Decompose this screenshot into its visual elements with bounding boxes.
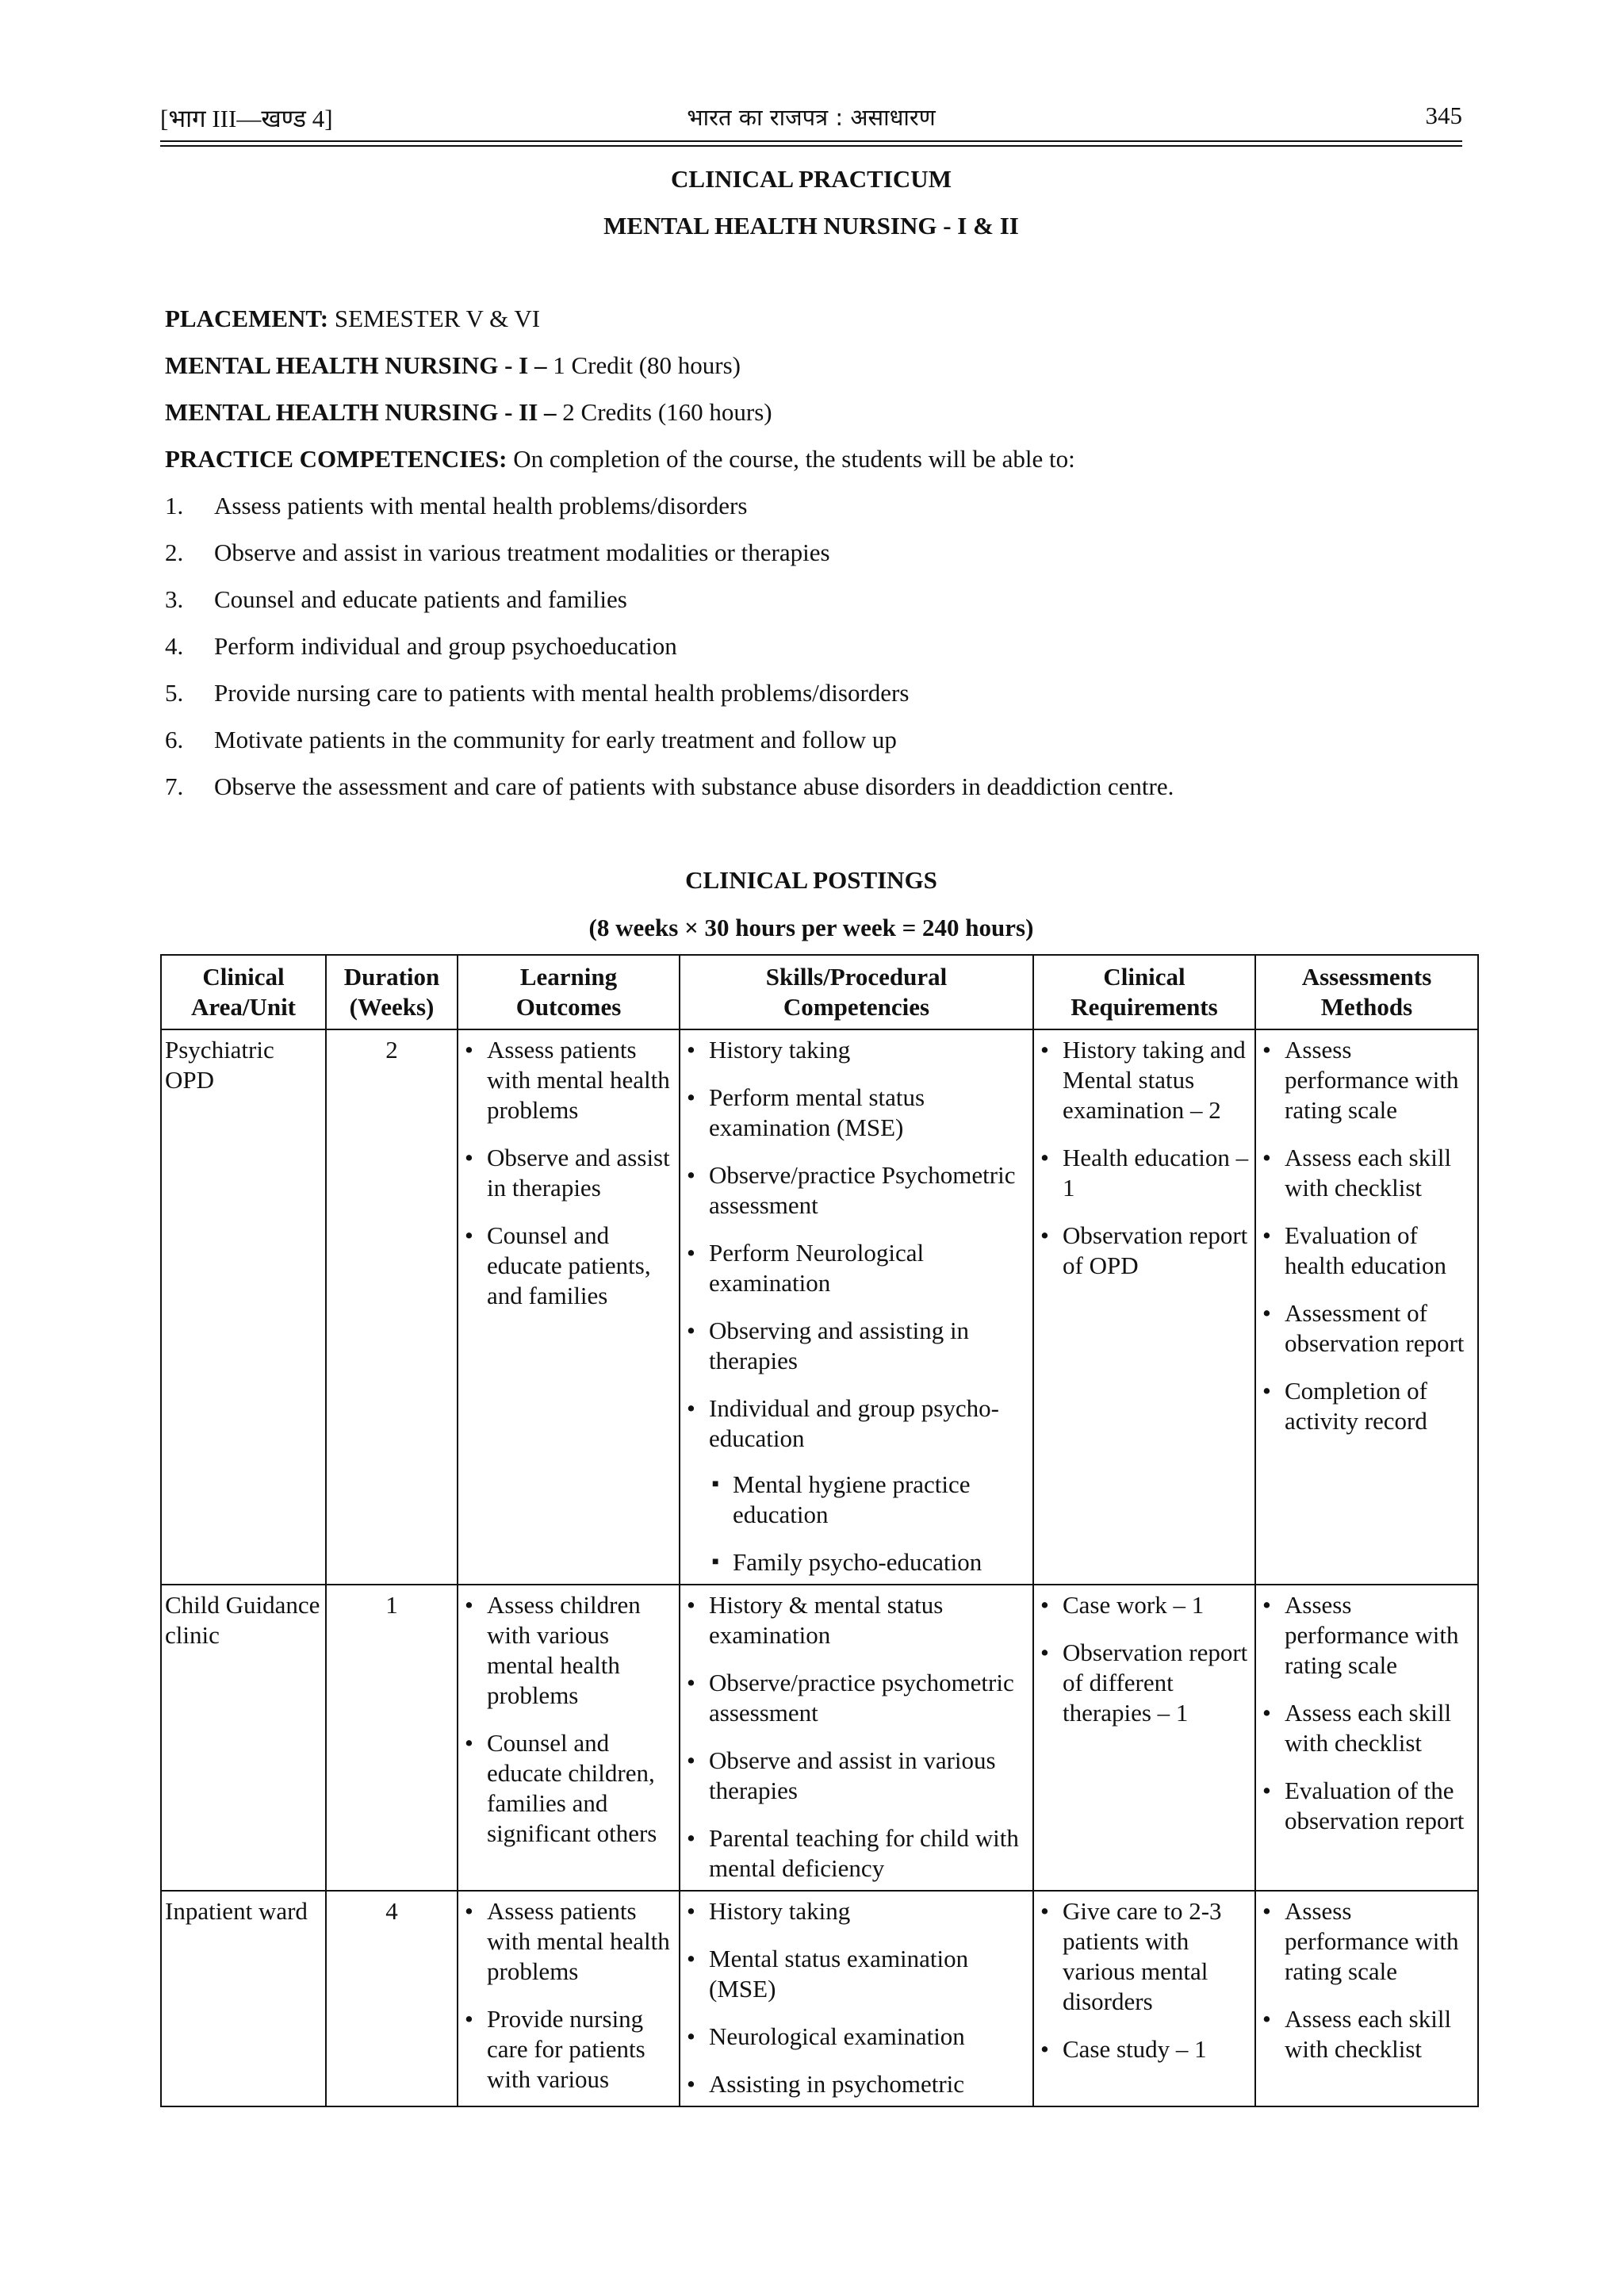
competency-item: 7. Observe the assessment and care of patients with substance abuse disorders in deaddiction centre. <box>165 772 1174 800</box>
clinical-postings-table <box>160 954 1479 2107</box>
list-item: • History & mental status examination <box>684 1590 1029 1650</box>
col-header-assessments: Assessments Methods <box>1255 955 1478 1029</box>
competency-item: 3. Counsel and educate patients and families <box>165 585 627 613</box>
document-title: CLINICAL PRACTICUM <box>671 165 952 193</box>
list-item: • Assess patients with mental health problems <box>462 1035 676 1125</box>
placement-line <box>165 305 1465 333</box>
placement-value: SEMESTER V & VI <box>334 305 541 332</box>
header-rule <box>160 140 1462 142</box>
table-header-row <box>161 955 1478 1029</box>
cell-skills <box>680 1029 1033 1585</box>
practice-competencies-line <box>165 445 1465 473</box>
list-item: • Observe and assist in various therapies <box>684 1746 1029 1806</box>
list-item: • Assess patients with mental health problems <box>462 1896 676 1987</box>
table-row <box>161 1585 1478 1891</box>
cell-assessments <box>1255 1585 1478 1891</box>
cell-requirements <box>1033 1029 1255 1585</box>
table-row <box>161 1891 1478 2106</box>
practice-label: PRACTICE COMPETENCIES: <box>165 445 508 473</box>
list-item: • History taking and Mental status examination – 2 <box>1037 1035 1251 1125</box>
col-header-area: Clinical Area/Unit <box>161 955 326 1029</box>
list-item: • Mental status examination (MSE) <box>684 1944 1029 2004</box>
table-row <box>161 1029 1478 1585</box>
cell-requirements <box>1033 1585 1255 1891</box>
cell-duration: 4 <box>326 1891 458 2106</box>
list-item: • History taking <box>684 1035 1029 1065</box>
list-item: • Counsel and educate patients, and families <box>462 1221 676 1311</box>
list-item: • Give care to 2-3 patients with various mental disorders <box>1037 1896 1251 2017</box>
credit-value: 2 Credits (160 hours) <box>562 398 772 426</box>
cell-outcomes <box>458 1891 680 2106</box>
col-header-requirements: Clinical Requirements <box>1033 955 1255 1029</box>
competency-item: 1. Assess patients with mental health problems/disorders <box>165 492 748 519</box>
cell-outcomes <box>458 1585 680 1891</box>
list-item: • Evaluation of the observation report <box>1259 1776 1474 1836</box>
list-item: • Health education – 1 <box>1037 1143 1251 1203</box>
cell-requirements <box>1033 1891 1255 2106</box>
list-item: • Neurological examination <box>684 2022 1029 2052</box>
competency-item: 5. Provide nursing care to patients with mental health problems/disorders <box>165 679 910 707</box>
cell-assessments <box>1255 1029 1478 1585</box>
competency-item: 2. Observe and assist in various treatment modalities or therapies <box>165 539 830 566</box>
placement-label: PLACEMENT: <box>165 305 329 332</box>
credit-label: MENTAL HEALTH NURSING - II – <box>165 398 557 426</box>
col-header-outcomes: Learning Outcomes <box>458 955 680 1029</box>
page-number: 345 <box>1425 102 1462 129</box>
list-item: • Assess each skill with checklist <box>1259 2004 1474 2064</box>
document-subtitle: MENTAL HEALTH NURSING - I & II <box>603 212 1019 240</box>
competency-item: 4. Perform individual and group psychoeducation <box>165 632 677 660</box>
list-item: • Counsel and educate children, families and significant others <box>462 1728 676 1849</box>
list-item: • Evaluation of health education <box>1259 1221 1474 1281</box>
list-item: • Observation report of different therapies – 1 <box>1037 1638 1251 1728</box>
list-item: • Assess each skill with checklist <box>1259 1698 1474 1758</box>
cell-outcomes <box>458 1029 680 1585</box>
list-item: • Parental teaching for child with mental deficiency <box>684 1823 1029 1884</box>
cell-area: Psychiatric OPD <box>161 1029 326 1585</box>
list-item: • Assess performance with rating scale <box>1259 1590 1474 1681</box>
list-item: • Observation report of OPD <box>1037 1221 1251 1281</box>
list-item: • Completion of activity record <box>1259 1376 1474 1436</box>
cell-assessments <box>1255 1891 1478 2106</box>
list-item: • Assess performance with rating scale <box>1259 1035 1474 1125</box>
postings-subtitle: (8 weeks × 30 hours per week = 240 hours) <box>588 914 1034 941</box>
list-item: • Assess performance with rating scale <box>1259 1896 1474 1987</box>
cell-duration: 1 <box>326 1585 458 1891</box>
list-item: • Observing and assisting in therapies <box>684 1316 1029 1376</box>
list-item: • Perform mental status examination (MSE) <box>684 1083 1029 1143</box>
list-item: • Perform Neurological examination <box>684 1238 1029 1298</box>
credit-value: 1 Credit (80 hours) <box>553 351 741 379</box>
credit-label: MENTAL HEALTH NURSING - I – <box>165 351 547 379</box>
cell-duration: 2 <box>326 1029 458 1585</box>
header-gazette-title: भारत का राजपत्र : असाधारण <box>687 104 936 131</box>
list-item: • Assessment of observation report <box>1259 1298 1474 1359</box>
list-item: • Case work – 1 <box>1037 1590 1251 1620</box>
credit-line <box>165 351 1465 380</box>
header-section: [भाग III—खण्ड 4] <box>160 105 333 132</box>
cell-skills <box>680 1891 1033 2106</box>
list-item: • Assess children with various mental health problems <box>462 1590 676 1711</box>
practice-value: On completion of the course, the students will be able to: <box>513 445 1075 473</box>
col-header-duration: Duration (Weeks) <box>326 955 458 1029</box>
list-item: • Assisting in psychometric <box>684 2069 1029 2099</box>
competency-item: 6. Motivate patients in the community for early treatment and follow up <box>165 726 897 753</box>
cell-area: Child Guidance clinic <box>161 1585 326 1891</box>
list-item: • Provide nursing care for patients with various <box>462 2004 676 2095</box>
cell-skills <box>680 1585 1033 1891</box>
list-item: • Assess each skill with checklist <box>1259 1143 1474 1203</box>
cell-area: Inpatient ward <box>161 1891 326 2106</box>
list-item-with-sublist: • Individual and group psycho-education ■ Mental hygiene practice education ■ Family psycho-education <box>684 1393 1029 1577</box>
list-item: • Case study – 1 <box>1037 2034 1251 2064</box>
header-rule <box>160 145 1462 147</box>
postings-title: CLINICAL POSTINGS <box>685 866 937 894</box>
sub-list-item: ■ Family psycho-education <box>709 1547 1029 1577</box>
col-header-skills: Skills/Procedural Competencies <box>680 955 1033 1029</box>
gazette-header <box>160 102 1462 140</box>
list-item: • Observe/practice psychometric assessment <box>684 1668 1029 1728</box>
list-item: • Observe/practice Psychometric assessment <box>684 1160 1029 1221</box>
credit-line <box>165 398 1465 427</box>
list-item: • History taking <box>684 1896 1029 1926</box>
list-item: • Observe and assist in therapies <box>462 1143 676 1203</box>
sub-list-item: ■ Mental hygiene practice education <box>709 1470 1029 1530</box>
